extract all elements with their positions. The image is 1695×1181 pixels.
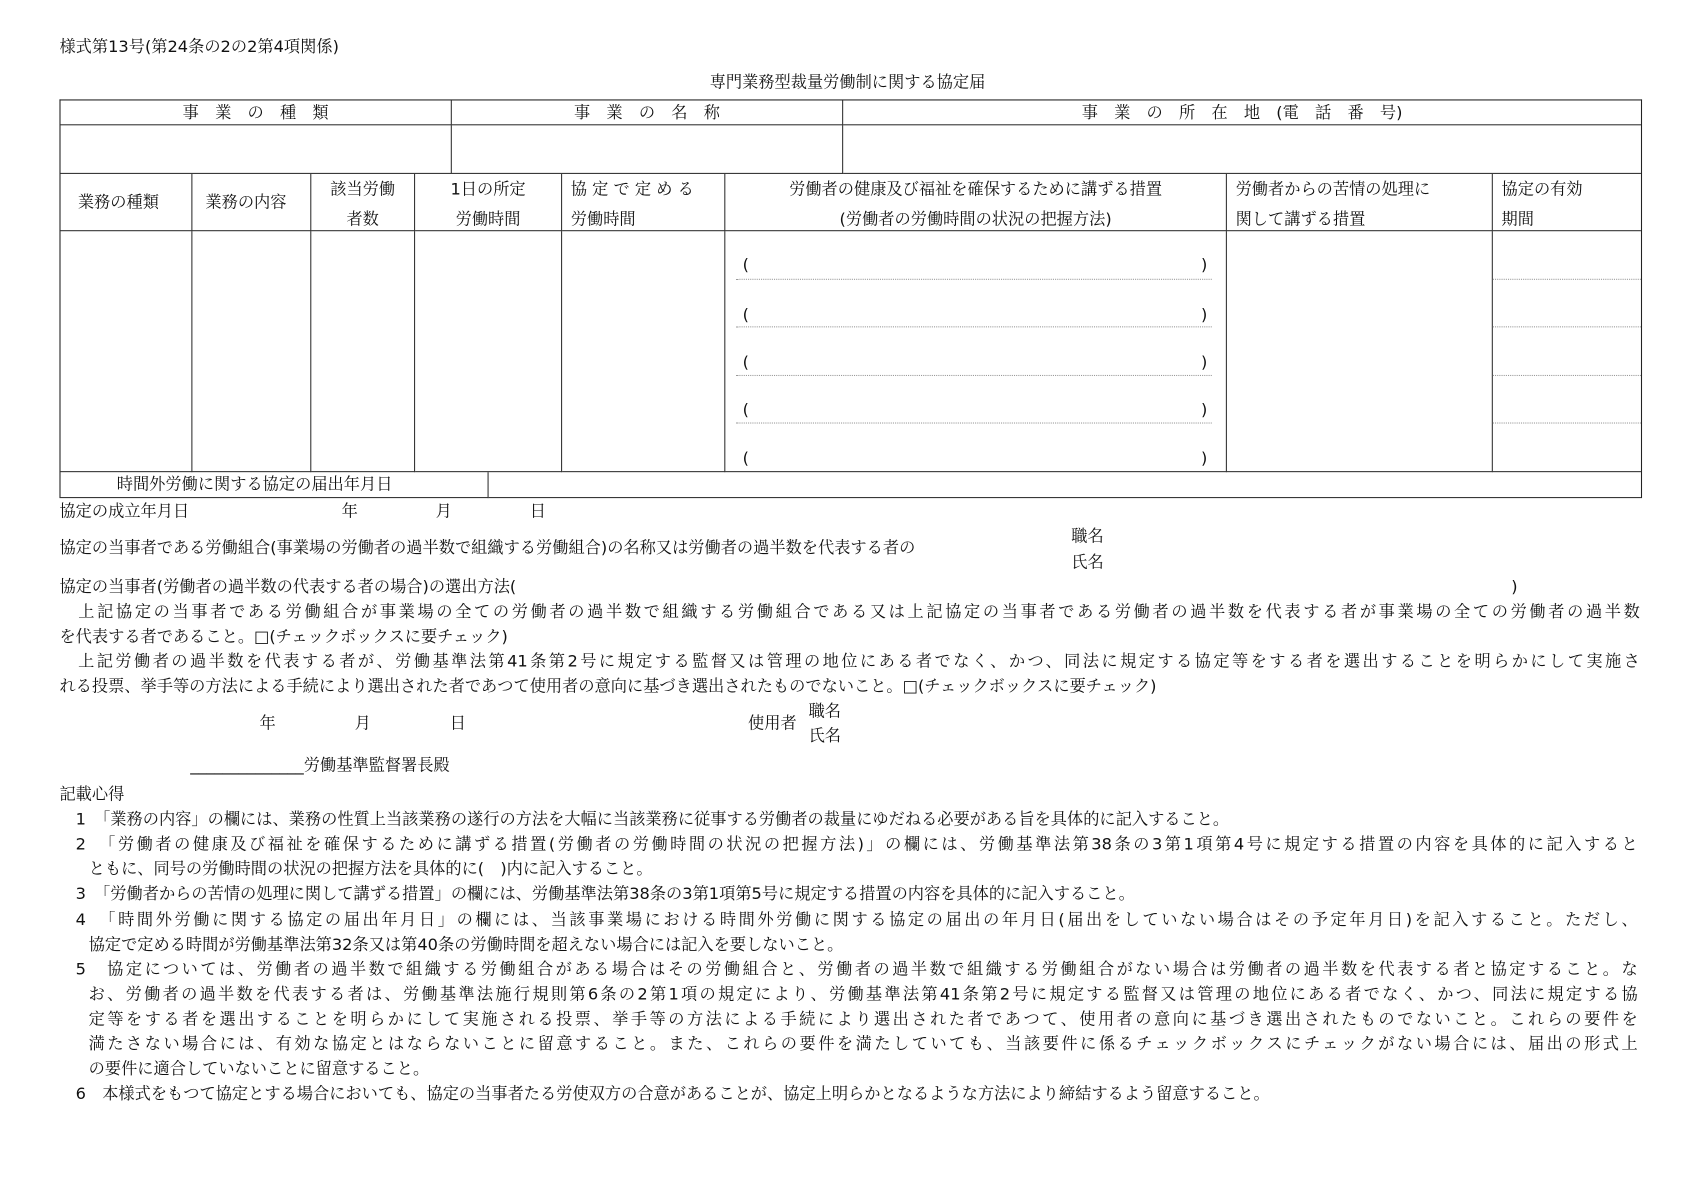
employer-position-label: 職名 [808,701,842,721]
note-5-cont: お、労働者の過半数を代表する者は、労働基準法施行規則第6条の2第1項の規定により、労働基準法第41条第2号に規定する監督又は管理の地位にある者でなく、かつ、同法に規定する協 [88,984,1638,1004]
col-header-line1: 該当労働 [330,179,396,199]
party-name-label: 氏名 [1071,552,1104,572]
col-header-text: 業務の種類 [77,192,159,212]
col-header-line2: (労働者の労働時間の状況の把握方法) [839,209,1112,230]
business-location-field[interactable] [843,125,1641,174]
col-header-line1: 協定の有効 [1501,179,1583,199]
workers-field[interactable] [311,231,415,472]
col-header-complaint-measures [1227,174,1493,231]
note-5-cont: 定等をする者を選出することを明らかにして実施される投票、挙手等の方法による手続により選出された者であつて、使用者の意向に基づき選出されたものでないこと。これらの要件を [88,1009,1638,1029]
header-business-name: 事 業 の 名 称 [452,100,843,125]
validity-field[interactable] [1493,231,1641,472]
col-header-line2: 関して講ずる措置 [1235,209,1366,230]
business-name-field[interactable] [452,125,843,174]
note-5-cont: の要件に適合していないことに留意すること。 [88,1058,430,1079]
agreed-hours-field[interactable] [562,231,725,472]
paren-open: ( [742,448,749,468]
note-4: 4 「時間外労働に関する協定の届出年月日」の欄には、当該事業場における時間外労働に関する協定の届出の年月日(届出をしていない場合はその予定年月日)を記入すること。ただし、 [75,909,1638,930]
election-method-label: 協定の当事者(労働者の過半数の代表する者の場合)の選出方法( [59,576,517,597]
paren-open: ( [742,399,749,420]
business-type-field[interactable] [61,125,452,174]
col-header-health-measures [725,174,1227,231]
note-1: 1 「業務の内容」の欄には、業務の性質上当該業務の遂行の方法を大幅に当該業務に従事する労働者の裁量にゆだねる必要がある旨を具体的に記入すること。 [75,809,1230,829]
note-3: 3 「労働者からの苦情の処理に関して講ずる措置」の欄には、労働基準法第38条の3第1項第5号に規定する措置の内容を具体的に記入すること。 [75,883,1135,904]
notes-title: 記載心得 [59,784,125,804]
col-header-agreed-hours [562,174,725,231]
header-business-type: 事 業 の 種 類 [61,100,452,125]
col-header-work-type [61,174,193,231]
party-label: 協定の当事者である労働組合(事業場の労働者の過半数で組織する労働組合)の名称又は労働者の過半数を代表する者の [59,538,916,558]
agreement-table [59,99,1642,498]
page-title: 専門業務型裁量労働制に関する協定届 [709,72,986,92]
col-header-workers [311,174,415,231]
note-2: 2 「労働者の健康及び福祉を確保するために講ずる措置(労働者の労働時間の状況の把握方法)」の欄には、労働基準法第38条の3第1項第4号に規定する措置の内容を具体的に記入すると [75,834,1638,854]
paren-open: ( [742,254,749,275]
col-header-line1: 労働者の健康及び福祉を確保するために講ずる措置 [789,179,1163,199]
year-label: 年 [341,501,358,521]
sign-day-label: 日 [449,713,466,733]
col-header-text: 業務の内容 [205,192,287,212]
paren-close: ) [1200,399,1208,420]
complaint-measures-field[interactable] [1227,231,1493,472]
employer-name-label: 氏名 [808,726,842,746]
paren-open: ( [742,352,749,372]
col-header-line2: 労働時間 [570,209,636,230]
header-business-location: 事 業 の 所 在 地 (電 話 番 号) [843,100,1641,125]
party-position-label: 職名 [1071,526,1104,546]
month-label: 月 [435,501,452,521]
check2-text: 上記労働者の過半数を代表する者が、労働基準法第41条第2号に規定する監督又は管理の地位にある者でなく、かつ、同法に規定する協定等をする者を選出することを明らかにして実施さ [59,651,1640,671]
form-number: 様式第13号(第24条の2の2第4項関係) [59,36,339,57]
col-header-line2: 者数 [346,209,379,230]
note-2-cont: ともに、同号の労働時間の状況の把握方法を具体的に( )内に記入すること。 [88,858,653,879]
col-header-daily-hours [415,174,562,231]
check2-text-2[interactable]: れる投票、挙手等の方法による手続により選出された者であつて使用者の意向に基づき選出されたものでないこと。□(チェックボックスに要チェック) [59,676,1157,696]
col-header-work-content [192,174,311,231]
employer-label: 使用者 [748,713,797,733]
note-5: 5 協定については、労働者の過半数で組織する労働組合がある場合はその労働組合と、労働者の過半数で組織する労働組合がない場合は労働者の過半数を代表する者と協定すること。な [75,959,1638,979]
col-header-line1: 1日の所定 [450,179,526,199]
day-label: 日 [529,501,546,521]
daily-hours-field[interactable] [415,231,562,472]
col-header-validity [1493,174,1641,231]
paren-close: ) [1200,254,1208,275]
paren-close: ) [1200,352,1208,372]
overtime-date-field[interactable] [489,472,1641,498]
col-header-line1: 労働者からの苦情の処理に [1235,179,1431,199]
check1-text-2[interactable]: を代表する者であること。□(チェックボックスに要チェック) [59,626,508,647]
overtime-date-label: 時間外労働に関する協定の届出年月日 [61,472,489,498]
work-type-field[interactable] [61,231,193,472]
note-4-cont: 協定で定める時間が労働基準法第32条又は第40条の労働時間を超えない場合には記入を要しないこと。 [88,934,844,955]
election-close-paren: ) [1511,576,1518,597]
sign-year-label: 年 [259,713,276,733]
sign-month-label: 月 [354,713,371,733]
check1-text: 上記協定の当事者である労働組合が事業場の全ての労働者の過半数で組織する労働組合である又は上記協定の当事者である労働者の過半数を代表する者が事業場の全ての労働者の過半数 [59,601,1640,622]
work-content-field[interactable] [192,231,311,472]
established-date-label: 協定の成立年月日 [59,501,190,521]
health-measures-field[interactable] [725,231,1227,472]
col-header-line2: 労働時間 [455,209,521,230]
paren-close: ) [1200,448,1208,468]
note-6: 6 本様式をもつて協定とする場合においても、協定の当事者たる労使双方の合意があることが、協定上明らかとなるような方法により締結するよう留意すること。 [75,1083,1270,1104]
note-5-cont: 満たさない場合には、有効な協定とはならないことに留意すること。また、これらの要件を満たしていても、当該要件に係るチェックボックスにチェックがない場合には、届出の形式上 [88,1034,1638,1054]
paren-close: ) [1200,304,1208,325]
labor-office-addressee: ______________労働基準監督署長殿 [190,755,450,775]
paren-open: ( [742,304,749,325]
col-header-line1: 協 定 で 定 め る [570,179,694,199]
col-header-line2: 期間 [1501,209,1534,230]
